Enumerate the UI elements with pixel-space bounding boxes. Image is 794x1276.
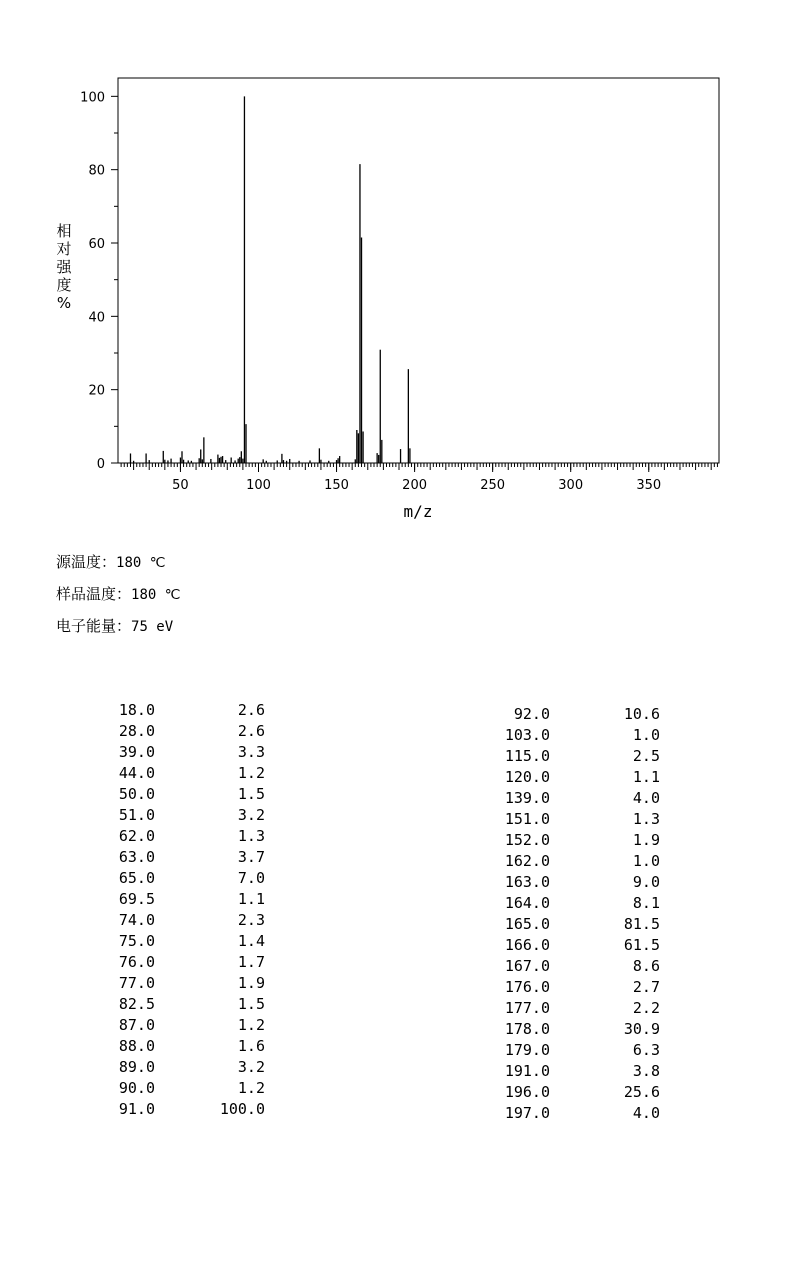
electron-energy-value: 75 eV xyxy=(131,619,174,635)
peak-mz: 82.5 xyxy=(118,995,155,1013)
peak-intensity: 1.9 xyxy=(632,831,660,849)
sample-temperature xyxy=(56,583,180,604)
x-tick-label: 350 xyxy=(636,478,662,493)
peak-intensity: 4.0 xyxy=(632,1104,660,1122)
peak-table-row xyxy=(100,1015,280,1036)
y-tick-label: 80 xyxy=(88,163,105,179)
y-tick-label: 100 xyxy=(80,90,105,106)
peak-table-row xyxy=(480,1019,670,1040)
peak-mz: 167.0 xyxy=(504,957,550,975)
y-tick-label: 40 xyxy=(88,310,105,326)
peak-intensity: 1.3 xyxy=(632,810,660,828)
peak-table-row xyxy=(480,1040,670,1061)
peak-mz: 65.0 xyxy=(118,869,155,887)
peak-intensity: 1.2 xyxy=(237,1016,265,1034)
peak-mz: 92.0 xyxy=(513,705,550,723)
peak-table-left xyxy=(100,700,280,1120)
peak-table-row xyxy=(480,956,670,977)
peak-mz: 63.0 xyxy=(118,848,155,866)
peak-intensity: 2.5 xyxy=(632,747,660,765)
peak-intensity: 1.2 xyxy=(237,1079,265,1097)
peak-intensity: 100.0 xyxy=(219,1100,265,1118)
peak-table-row xyxy=(100,700,280,721)
peak-table-row xyxy=(100,868,280,889)
peak-mz: 162.0 xyxy=(504,852,550,870)
peak-intensity: 4.0 xyxy=(632,789,660,807)
peak-table-row xyxy=(480,998,670,1019)
x-tick-label: 100 xyxy=(246,478,271,493)
peak-intensity: 1.5 xyxy=(237,785,265,803)
y-tick-label: 20 xyxy=(88,383,105,399)
peak-table-row xyxy=(100,826,280,847)
x-tick-label: 300 xyxy=(558,478,584,493)
peak-intensity: 1.5 xyxy=(237,995,265,1013)
peak-mz: 69.5 xyxy=(118,890,155,908)
peak-mz: 39.0 xyxy=(118,743,155,761)
peak-intensity: 9.0 xyxy=(632,873,660,891)
peak-table-row xyxy=(100,763,280,784)
peak-table-row xyxy=(480,725,670,746)
peak-mz: 166.0 xyxy=(504,936,550,954)
peak-table-row xyxy=(100,1057,280,1078)
peak-mz: 62.0 xyxy=(118,827,155,845)
source-temperature-value: 180 ℃ xyxy=(116,555,166,571)
peak-table-row xyxy=(480,977,670,998)
peak-intensity: 3.8 xyxy=(632,1062,660,1080)
peak-table-row xyxy=(100,1099,280,1120)
peak-table-row xyxy=(100,910,280,931)
peak-table-row xyxy=(480,809,670,830)
peak-mz: 191.0 xyxy=(504,1062,550,1080)
peak-table-row xyxy=(480,893,670,914)
peak-intensity: 1.6 xyxy=(237,1037,265,1055)
peak-intensity: 3.3 xyxy=(237,743,265,761)
peak-mz: 87.0 xyxy=(118,1016,155,1034)
peak-mz: 76.0 xyxy=(118,953,155,971)
peak-table-row xyxy=(480,830,670,851)
peak-table-row xyxy=(100,847,280,868)
peak-mz: 51.0 xyxy=(118,806,155,824)
peak-mz: 88.0 xyxy=(118,1037,155,1055)
peak-intensity: 2.2 xyxy=(632,999,660,1017)
peak-mz: 151.0 xyxy=(504,810,550,828)
y-axis-ticks xyxy=(80,90,118,472)
x-axis-ticks xyxy=(172,463,661,493)
y-tick-label: 0 xyxy=(96,457,105,472)
peak-mz: 178.0 xyxy=(504,1020,550,1038)
peak-mz: 163.0 xyxy=(504,873,550,891)
peak-intensity: 1.9 xyxy=(237,974,265,992)
peak-intensity: 10.6 xyxy=(623,705,660,723)
peak-intensity: 1.0 xyxy=(632,726,660,744)
peak-mz: 197.0 xyxy=(504,1104,550,1122)
peak-mz: 28.0 xyxy=(118,722,155,740)
peak-intensity: 2.6 xyxy=(237,701,265,719)
peak-intensity: 8.1 xyxy=(632,894,660,912)
peak-table-row xyxy=(480,704,670,725)
peak-intensity: 30.9 xyxy=(623,1020,660,1038)
peak-table-row xyxy=(100,1078,280,1099)
electron-energy xyxy=(56,615,173,636)
peak-intensity: 61.5 xyxy=(623,936,660,954)
peak-table-row xyxy=(100,952,280,973)
peak-mz: 75.0 xyxy=(118,932,155,950)
peak-intensity: 1.3 xyxy=(237,827,265,845)
x-tick-label: 250 xyxy=(480,478,506,493)
peak-intensity: 8.6 xyxy=(632,957,660,975)
peak-table-row xyxy=(480,914,670,935)
peak-mz: 165.0 xyxy=(504,915,550,933)
peak-mz: 139.0 xyxy=(504,789,550,807)
peak-table-row xyxy=(480,746,670,767)
peak-table-row xyxy=(100,721,280,742)
peak-mz: 177.0 xyxy=(504,999,550,1017)
peak-mz: 164.0 xyxy=(504,894,550,912)
peak-intensity: 2.6 xyxy=(237,722,265,740)
peak-mz: 196.0 xyxy=(504,1083,550,1101)
peak-table-row xyxy=(100,994,280,1015)
peak-table-row xyxy=(100,889,280,910)
peak-intensity: 1.2 xyxy=(237,764,265,782)
peak-intensity: 1.1 xyxy=(632,768,660,786)
peak-intensity: 6.3 xyxy=(632,1041,660,1059)
source-temperature xyxy=(56,551,165,572)
peak-intensity: 7.0 xyxy=(237,869,265,887)
peak-intensity: 3.2 xyxy=(237,1058,265,1076)
peak-intensity: 1.7 xyxy=(237,953,265,971)
peak-intensity: 81.5 xyxy=(623,915,660,933)
peak-mz: 179.0 xyxy=(504,1041,550,1059)
peak-table-row xyxy=(100,742,280,763)
peak-mz: 89.0 xyxy=(118,1058,155,1076)
peak-table-row xyxy=(480,1061,670,1082)
peak-table-row xyxy=(480,935,670,956)
peak-mz: 44.0 xyxy=(118,764,155,782)
peak-table-row xyxy=(480,788,670,809)
peak-mz: 120.0 xyxy=(504,768,550,786)
peak-intensity: 3.2 xyxy=(237,806,265,824)
peak-table-row xyxy=(480,872,670,893)
peak-mz: 115.0 xyxy=(504,747,550,765)
spectrum-peaks xyxy=(130,96,409,463)
x-tick-label: 200 xyxy=(402,478,428,493)
plot-frame xyxy=(118,78,719,463)
peak-table-row xyxy=(480,767,670,788)
mass-spectrum-chart xyxy=(0,0,794,530)
peak-intensity: 25.6 xyxy=(623,1083,660,1101)
peak-table-right xyxy=(480,704,670,1124)
electron-energy-label: 电子能量： xyxy=(56,617,132,635)
y-axis-label: 相对强度% xyxy=(56,222,72,312)
source-temperature-label: 源温度： xyxy=(56,553,117,571)
peak-intensity: 1.4 xyxy=(237,932,265,950)
peak-mz: 50.0 xyxy=(118,785,155,803)
x-axis-label: m/z xyxy=(403,502,433,521)
peak-table-row xyxy=(480,1082,670,1103)
peak-mz: 176.0 xyxy=(504,978,550,996)
x-minor-ticks xyxy=(121,463,717,470)
peak-intensity: 1.0 xyxy=(632,852,660,870)
peak-table-row xyxy=(100,805,280,826)
peak-mz: 91.0 xyxy=(118,1100,155,1118)
peak-mz: 152.0 xyxy=(504,831,550,849)
peak-mz: 74.0 xyxy=(118,911,155,929)
y-tick-label: 60 xyxy=(88,237,105,252)
peak-table-row xyxy=(480,1103,670,1124)
peak-mz: 90.0 xyxy=(118,1079,155,1097)
peak-mz: 77.0 xyxy=(118,974,155,992)
peak-table-row xyxy=(100,784,280,805)
peak-intensity: 3.7 xyxy=(237,848,265,866)
x-tick-label: 150 xyxy=(324,478,349,493)
peak-table-row xyxy=(480,851,670,872)
peak-table-row xyxy=(100,1036,280,1057)
sample-temperature-label: 样品温度： xyxy=(56,585,132,603)
peak-intensity: 2.3 xyxy=(237,911,265,929)
sample-temperature-value: 180 ℃ xyxy=(131,587,181,603)
peak-mz: 18.0 xyxy=(118,701,155,719)
peak-table-row xyxy=(100,973,280,994)
peak-mz: 103.0 xyxy=(504,726,550,744)
peak-intensity: 1.1 xyxy=(237,890,265,908)
peak-intensity: 2.7 xyxy=(632,978,660,996)
peak-table-row xyxy=(100,931,280,952)
x-tick-label: 50 xyxy=(172,478,189,493)
